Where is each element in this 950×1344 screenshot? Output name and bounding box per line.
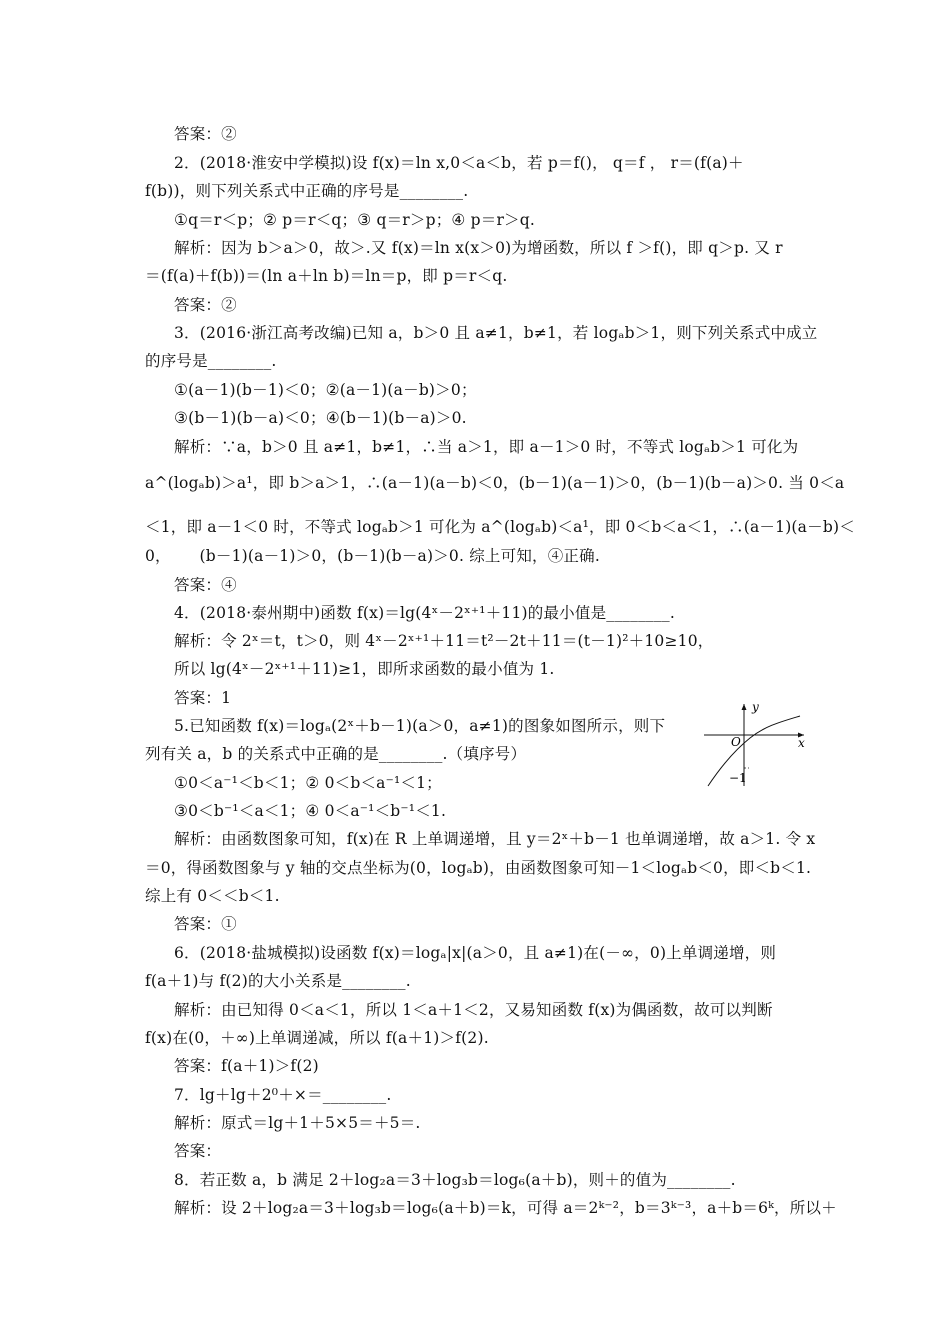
text-line: 答案：④ <box>174 576 237 594</box>
text-line: 答案：1 <box>174 689 232 707</box>
text-line: 解析：设 2＋log₂a＝3＋log₃b＝log₆(a＋b)＝k，可得 a＝2ᵏ⁻²，b＝3ᵏ⁻³，a＋b＝6ᵏ，所以＋ <box>174 1199 837 1217</box>
text-line: ＜1，即 a－1＜0 时，不等式 logₐb＞1 可化为 a^(logₐb)＜a¹，即 0＜b＜a＜1，∴(a－1)(a－b)＜ <box>145 518 855 536</box>
text-line: 答案： <box>174 1142 222 1160</box>
text-line: 2．(2018·淮安中学模拟)设 f(x)＝ln x,0＜a＜b，若 p＝f()， q＝f ， r＝(f(a)＋ <box>174 154 744 172</box>
text-line: ①(a－1)(b－1)＜0；②(a－1)(a－b)＞0； <box>174 381 477 399</box>
text-line: ①0＜a⁻¹＜b＜1；② 0＜b＜a⁻¹＜1； <box>174 774 442 792</box>
text-line: 解析：∵a，b＞0 且 a≠1，b≠1，∴当 a＞1，即 a－1＞0 时，不等式 logₐb＞1 可化为 <box>174 438 799 456</box>
text-line: 综上有 0＜＜b＜1. <box>145 887 280 905</box>
text-line: 7．lg＋lg＋2⁰＋×＝________. <box>174 1086 392 1104</box>
text-line: ＝(f(a)＋f(b))＝(ln a＋ln b)＝ln＝p，即 p＝r＜q. <box>145 267 508 285</box>
text-line: ①q＝r＜p；② p＝r＜q；③ q＝r＞p；④ p＝r＞q. <box>174 211 536 229</box>
text-line: ③0＜b⁻¹＜a＜1；④ 0＜a⁻¹＜b⁻¹＜1. <box>174 802 447 820</box>
text-line: 6．(2018·盐城模拟)设函数 f(x)＝logₐ|x|(a＞0，且 a≠1)在(－∞，0)上单调递增，则 <box>174 944 777 962</box>
text-line: 5.已知函数 f(x)＝logₐ(2ˣ＋b－1)(a＞0，a≠1)的图象如图所示，则下 <box>174 717 666 735</box>
text-line: 所以 lg(4ˣ－2ˣ⁺¹＋11)≥1，即所求函数的最小值为 1. <box>174 660 555 678</box>
origin-label: O <box>731 735 741 749</box>
text-line: 答案：① <box>174 915 237 933</box>
text-line: 答案：② <box>174 296 237 314</box>
text-line: 答案：f(a＋1)＞f(2) <box>174 1057 319 1075</box>
text-line: ＝0，得函数图象与 y 轴的交点坐标为(0，logₐb)，由函数图象可知－1＜logₐb＜0，即＜b＜1. <box>145 859 812 877</box>
text-line: 8．若正数 a，b 满足 2＋log₂a＝3＋log₃b＝log₆(a＋b)，则＋的值为________. <box>174 1171 736 1189</box>
text-line: f(x)在(0，＋∞)上单调递减，所以 f(a＋1)＞f(2). <box>145 1029 489 1047</box>
text-line: 列有关 a，b 的关系式中正确的是________.（填序号） <box>145 745 527 763</box>
text-line: 的序号是________. <box>145 352 277 370</box>
text-line: f(a＋1)与 f(2)的大小关系是________. <box>145 972 411 990</box>
function-curve <box>708 716 800 786</box>
text-line: a^(logₐb)＞a¹，即 b＞a＞1，∴(a－1)(a－b)＜0，(b－1)(a－1)＞0，(b－1)(b－a)＞0. 当 0＜a <box>145 474 845 492</box>
text-line: 解析：令 2ˣ＝t，t＞0，则 4ˣ－2ˣ⁺¹＋11＝t²－2t＋11＝(t－1)²＋10≥10， <box>174 632 714 650</box>
text-line: 解析：因为 b＞a＞0，故＞.又 f(x)＝ln x(x＞0)为增函数，所以 f ＞f()，即 q＞p. 又 r <box>174 239 783 257</box>
y-axis-arrow <box>742 704 747 710</box>
text-line: 解析：由已知得 0＜a＜1，所以 1＜a＋1＜2，又易知函数 f(x)为偶函数，故可以判断 <box>174 1001 773 1019</box>
text-line: 0， (b－1)(a－1)＞0，(b－1)(b－a)＞0. 综上可知，④正确. <box>145 547 600 565</box>
x-axis-label: x <box>798 736 805 750</box>
text-line: 解析：原式＝lg＋1＋5×5＝＋5＝. <box>174 1114 421 1132</box>
text-line: 答案：② <box>174 125 237 143</box>
function-graph <box>700 700 810 790</box>
intercept-label: −1 <box>729 771 747 785</box>
text-line: f(b))，则下列关系式中正确的序号是________. <box>145 182 469 200</box>
text-line: 3．(2016·浙江高考改编)已知 a，b＞0 且 a≠1，b≠1，若 logₐb＞1，则下列关系式中成立 <box>174 324 818 342</box>
text-line: 解析：由函数图象可知，f(x)在 R 上单调递增，且 y＝2ˣ＋b－1 也单调递增，故 a＞1. 令 x <box>174 830 816 848</box>
text-line: 4．(2018·泰州期中)函数 f(x)＝lg(4ˣ－2ˣ⁺¹＋11)的最小值是________. <box>174 604 676 622</box>
text-line: ③(b－1)(b－a)＜0；④(b－1)(b－a)＞0. <box>174 409 467 427</box>
y-axis-label: y <box>752 700 759 714</box>
